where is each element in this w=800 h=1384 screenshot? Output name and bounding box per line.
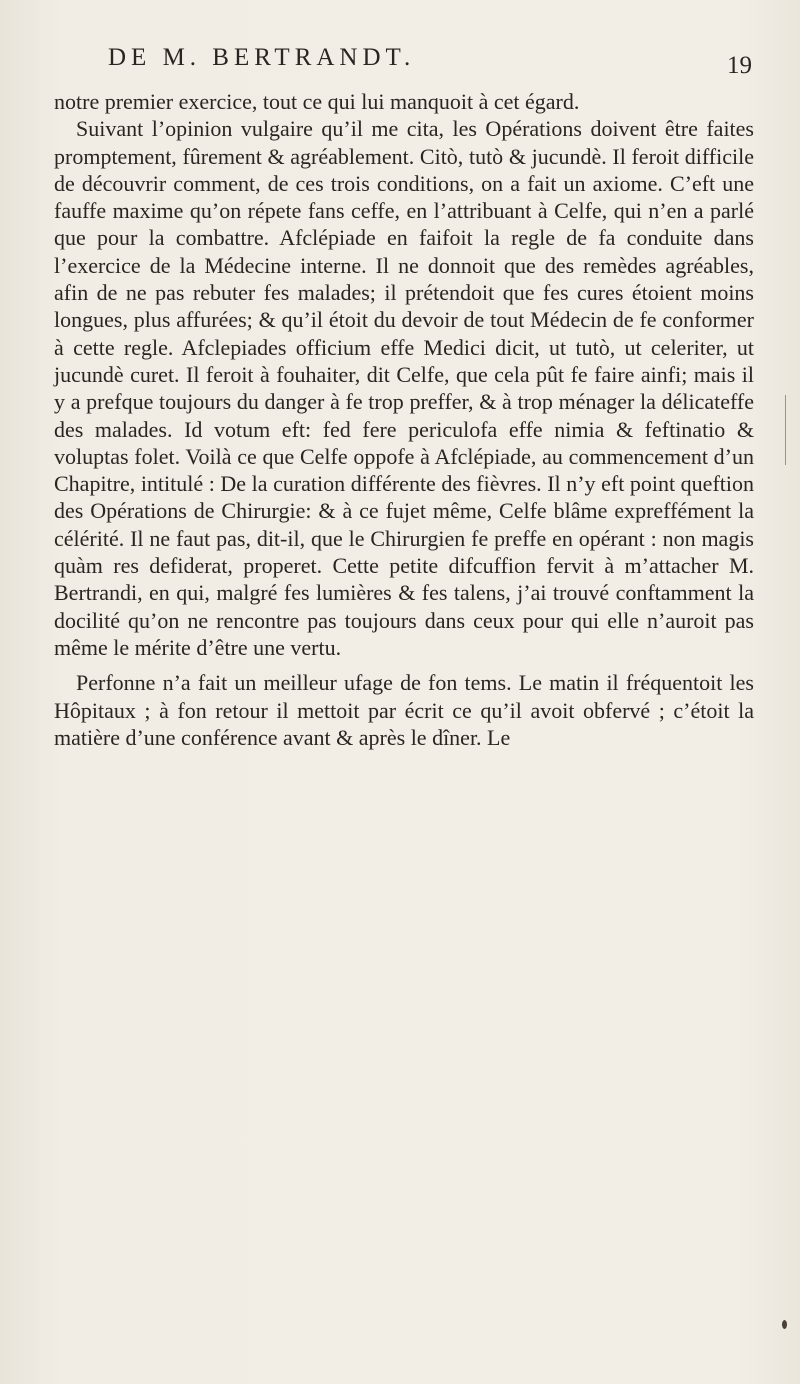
page-number: 19 <box>727 52 752 79</box>
paragraph-meilleur-usage: Perfonne n’a fait un meilleur ufage de fon tems. Le matin il fréquentoit les Hôpitaux ; à fon retour il mettoit par écrit ce qu’il avoit obfervé ; c’étoit la matière d’une conférence avant & après le dîner. Le <box>54 670 754 750</box>
body-text <box>54 88 754 751</box>
paragraph-continuation: notre premier exercice, tout ce qui lui manquoit à cet égard. <box>54 89 580 114</box>
ink-spot <box>782 1320 787 1329</box>
margin-mark <box>785 395 786 465</box>
paragraph-celse-asclepiade: Suivant l’opinion vulgaire qu’il me cita, les Opérations doivent être faites promptement, fûrement & agréablement. Citò, tutò & jucundè. Il feroit difficile de découvrir comment, de ces trois conditions, on a fait un axiome. C’eft une fauffe maxime qu’on répete fans ceffe, en l’attribuant à Celfe, qui n’en a parlé que pour la combattre. Afclépiade en faifoit la regle de fa conduite dans l’exercice de la Médecine interne. Il ne donnoit que des remèdes agréables, afin de ne pas rebuter fes malades; il prétendoit que fes cures étoient moins longues, plus affurées; & qu’il étoit du devoir de tout Médecin de fe conformer à cette regle. Afclepiades officium effe Medici dicit, ut tutò, ut celeriter, ut jucundè curet. Il feroit à fouhaiter, dit Celfe, que cela pût fe faire ainfi; mais il y a prefque toujours du danger à fe trop preffer, & à trop ménager la délicateffe des malades. Id votum eft: fed fere periculofa effe nimia & feftinatio & voluptas folet. Voilà ce que Celfe oppofe à Afclépiade, au commencement d’un Chapitre, intitulé : De la curation différente des fièvres. Il n’y eft point queftion des Opérations de Chirurgie: & à ce fujet même, Celfe blâme expreffément la célérité. Il ne faut pas, dit-il, que le Chirurgien fe preffe en opérant : non magis quàm res defiderat, properet. Cette petite difcuffion fervit à m’attacher M. Bertrandi, en qui, malgré fes lumières & fes talens, j’ai trouvé conftamment la docilité qu’on ne rencontre pas toujours dans ceux pour qui elle n’auroit pas même le mérite d’être une vertu. <box>54 116 754 660</box>
running-head: DE M. BERTRANDT. <box>108 44 416 71</box>
page-header <box>52 44 752 90</box>
